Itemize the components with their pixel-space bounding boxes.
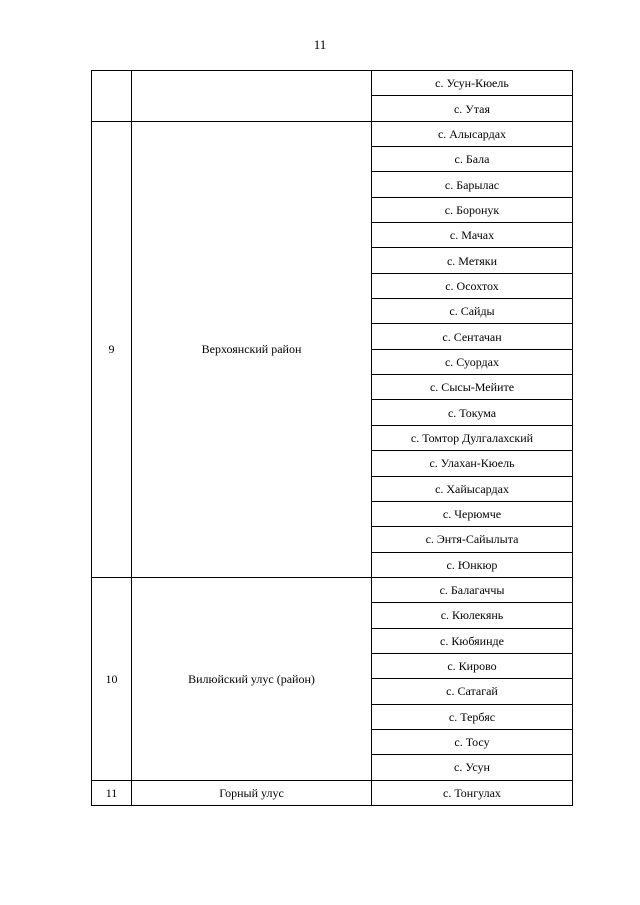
table-row [92, 577, 573, 602]
row-number-cell: 10 [92, 577, 132, 780]
district-cell: Вилюйский улус (район) [132, 577, 372, 780]
settlement-cell: с. Тонгулах [372, 780, 573, 805]
settlement-cell: с. Утая [372, 96, 573, 121]
settlement-cell: с. Черюмче [372, 501, 573, 526]
settlement-cell: с. Алысардах [372, 121, 573, 146]
settlement-cell: с. Осохтох [372, 273, 573, 298]
settlement-cell: с. Кюлекянь [372, 603, 573, 628]
settlement-cell: с. Тосу [372, 729, 573, 754]
settlement-cell: с. Сысы-Мейите [372, 375, 573, 400]
settlement-cell: с. Сайды [372, 299, 573, 324]
settlement-cell: с. Энтя-Сайылыта [372, 527, 573, 552]
settlement-cell: с. Томтор Дулгалахский [372, 425, 573, 450]
row-number-cell [92, 71, 132, 122]
settlement-cell: с. Сентачан [372, 324, 573, 349]
table-row [92, 71, 573, 96]
settlement-cell: с. Барылас [372, 172, 573, 197]
settlement-cell: с. Балагаччы [372, 577, 573, 602]
settlement-cell: с. Юнкюр [372, 552, 573, 577]
page-number: 11 [313, 37, 327, 52]
settlement-cell: с. Улахан-Кюель [372, 451, 573, 476]
settlements-table [91, 70, 573, 806]
district-cell [132, 71, 372, 122]
settlement-cell: с. Токума [372, 400, 573, 425]
settlement-cell: с. Бала [372, 147, 573, 172]
settlement-cell: с. Боронук [372, 197, 573, 222]
district-cell: Верхоянский район [132, 121, 372, 577]
settlement-cell: с. Кюбяинде [372, 628, 573, 653]
settlement-cell: с. Хайысардах [372, 476, 573, 501]
settlement-cell: с. Сатагай [372, 679, 573, 704]
row-number-cell: 11 [92, 780, 132, 805]
settlement-cell: с. Усун-Кюель [372, 71, 573, 96]
table-row [92, 780, 573, 805]
district-cell: Горный улус [132, 780, 372, 805]
row-number-cell: 9 [92, 121, 132, 577]
settlements-table-body [92, 71, 573, 806]
table-row [92, 121, 573, 146]
settlement-cell: с. Усун [372, 755, 573, 780]
settlement-cell: с. Кирово [372, 653, 573, 678]
settlement-cell: с. Тербяс [372, 704, 573, 729]
settlement-cell: с. Метяки [372, 248, 573, 273]
settlement-cell: с. Суордах [372, 349, 573, 374]
settlement-cell: с. Мачах [372, 223, 573, 248]
